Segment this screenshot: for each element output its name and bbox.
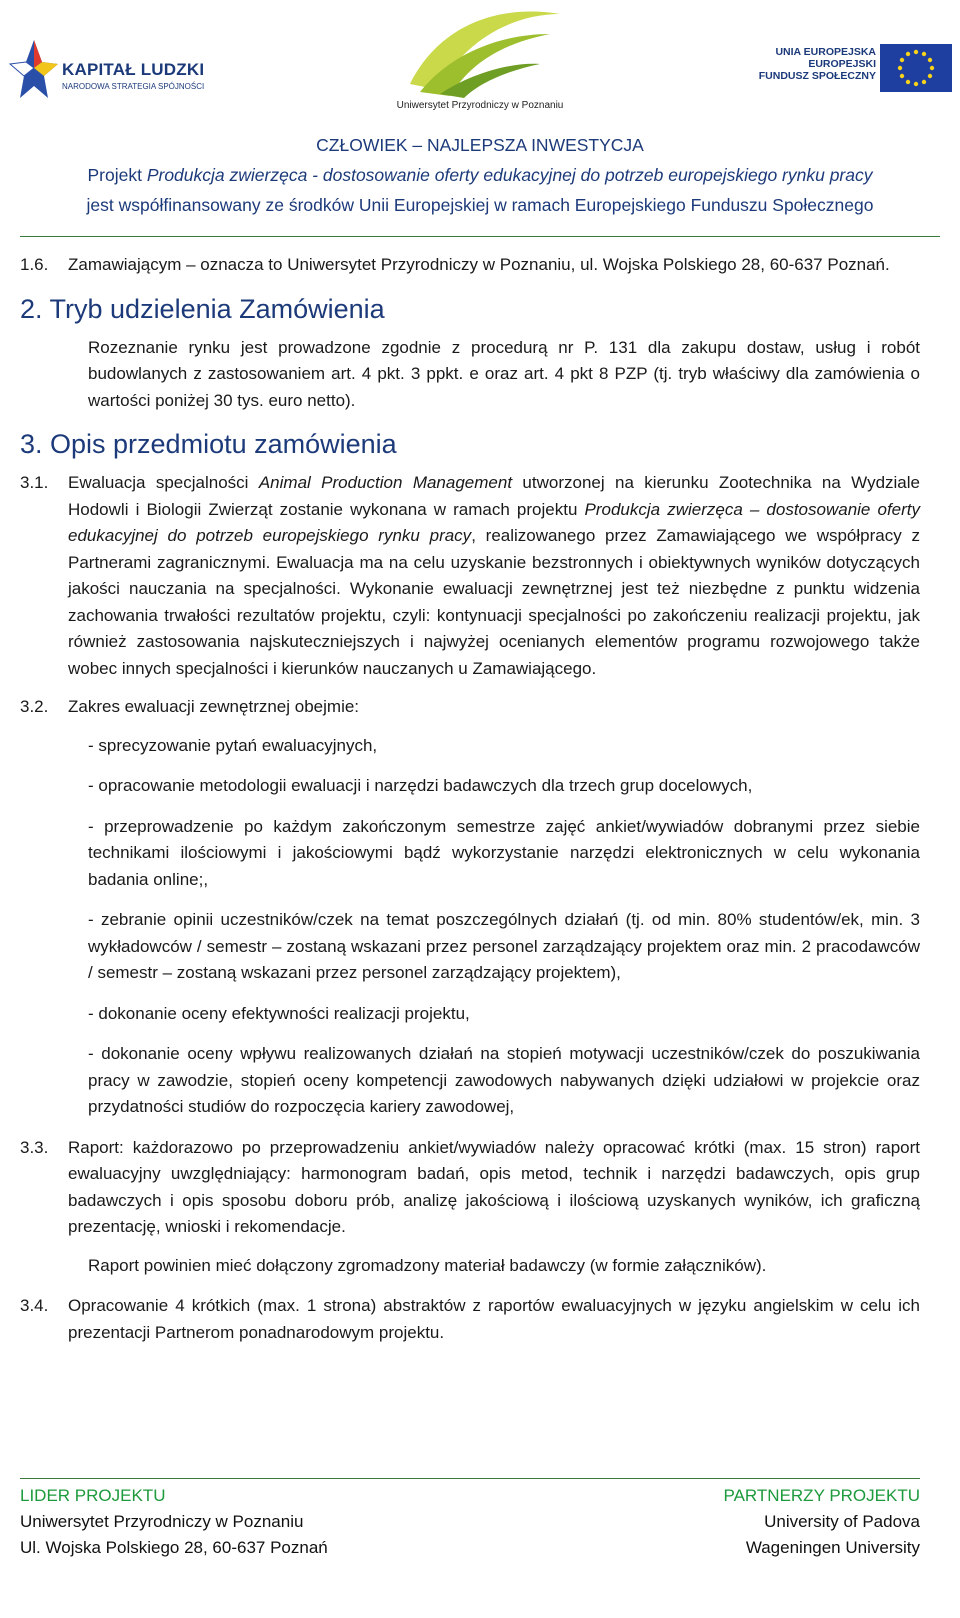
header-project-prefix: Projekt — [87, 165, 147, 185]
eu-logo — [760, 40, 960, 100]
clause-1-6 — [20, 252, 920, 279]
kapital-ludzki-title: KAPITAŁ LUDZKI — [62, 60, 205, 79]
clause-text: Raport: każdorazowo po przeprowadzeniu ankiet/wywiadów należy opracować krótki (max. 15 stron) raport ewaluacyjny uwzględniający: harmonogram badań, opis metod, technik i narzędzi badawczych, opis grup badawczych i opis sposobu doboru prób, analizę jakościową i ilościową uzyskanych wyników, ich graficzną prezentację, wnioski i rekomendacje. — [68, 1137, 920, 1236]
clause-text: Zakres ewaluacji zewnętrznej obejmie: — [68, 697, 360, 716]
university-caption: Uniwersytet Przyrodniczy w Poznaniu — [396, 100, 564, 111]
kapital-ludzki-subtitle: NARODOWA STRATEGIA SPÓJNOŚCI — [62, 82, 205, 91]
list-item: - sprecyzowanie pytań ewaluacyjnych, — [88, 735, 378, 755]
clause-text: Zamawiającym – oznacza to Uniwersytet Przyrodniczy w Poznaniu, ul. Wojska Polskiego 28, 60-637 Poznań. — [68, 255, 890, 274]
eu-flag-icon — [880, 44, 952, 92]
footer-partners — [724, 1483, 920, 1561]
clause-3-4 — [20, 1293, 920, 1346]
footer-leader-address: Ul. Wojska Polskiego 28, 60-637 Poznań — [20, 1538, 328, 1557]
eu-line-1: UNIA EUROPEJSKA — [775, 46, 876, 58]
clause-number: 3.3. — [20, 1137, 49, 1157]
list-item: - opracowanie metodologii ewaluacji i narzędzi badawczych dla trzech grup docelowych, — [88, 776, 753, 795]
clause-3-3 — [20, 1135, 920, 1241]
clause-3-1-part-c: utworzonej na kierunku Zootechnika na Wydziale Hodowli i Biologii Zwierząt zostanie wykonana w ramach projektu — [68, 473, 920, 519]
header-slogan: CZŁOWIEK – NAJLEPSZA INWESTYCJA — [316, 135, 644, 155]
footer-partner-2: Wageningen University — [745, 1538, 920, 1557]
clause-text — [68, 470, 920, 682]
kapital-ludzki-logo — [8, 38, 218, 110]
university-swoosh-icon — [380, 4, 580, 100]
footer-leader-label: LIDER PROJEKTU — [20, 1486, 166, 1505]
list-item: - zebranie opinii uczestników/czek na temat poszczególnych działań (tj. od min. 80% studentów/ek, min. 3 wykładowców / semestr – zostaną wskazani przez personel zarządzający projektem oraz min. 2 pracodawców / semestr – zostaną wskazani przez personel zarządzający projektem), — [88, 910, 920, 982]
clause-text: Opracowanie 4 krótkich (max. 1 strona) abstraktów z raportów ewaluacyjnych w języku angielskim w celu ich prezentacji Partnerom ponadnarodowym projektu. — [68, 1296, 920, 1342]
clause-number: 3.4. — [20, 1296, 49, 1315]
header-project-title: Produkcja zwierzęca - dostosowanie oferty edukacyjnej do potrzeb europejskiego rynku pracy — [146, 165, 873, 185]
list-item: - dokonanie oceny efektywności realizacji projektu, — [88, 1003, 470, 1023]
eu-line-2: EUROPEJSKI — [808, 58, 876, 70]
header-divider — [20, 236, 940, 237]
header-funding-line: jest współfinansowany ze środków Unii Europejskiej w ramach Europejskiego Funduszu Społecznego — [86, 195, 874, 215]
footer-leader-name: Uniwersytet Przyrodniczy w Poznaniu — [20, 1512, 304, 1531]
section-2-text: Rozeznanie rynku jest prowadzone zgodnie z procedurą nr P. 131 dla zakupu dostaw, usług i robót budowlanych z zastosowaniem art. 4 pkt. 3 ppkt. e oraz art. 4 pkt 8 PZP (tj. tryb właściwy dla zamówienia o wartości poniżej 30 tys. euro netto). — [88, 337, 920, 410]
eu-line-3: FUNDUSZ SPOŁECZNY — [758, 70, 876, 82]
clause-3-3-note: Raport powinien mieć dołączony zgromadzony materiał badawczy (w formie załączników). — [88, 1255, 767, 1275]
clause-3-1-specialty: Animal Production Management — [258, 473, 513, 492]
page-footer — [20, 1478, 920, 1561]
list-item: - przeprowadzenie po każdym zakończonym semestrze zajęć ankiet/wywiadów dobranymi przez siebie technikami ilościowymi i jakościowymi bądź wykorzystanie narzędzi elektronicznych w celu wykonania badania online;, — [88, 816, 920, 889]
section-2-heading: 2. Tryb udzielenia Zamówienia — [20, 293, 385, 324]
eu-logo-text — [759, 46, 876, 82]
logo-bar — [0, 0, 960, 120]
project-header — [0, 130, 960, 220]
list-item: - dokonanie oceny wpływu realizowanych działań na stopień motywacji uczestników/czek do poszukiwania pracy w zawodzie, stopień oceny kompetencji zawodowych nabywanych dzięki udziałowi w projekcie oraz przydatności studiów do rozpoczęcia kariery zawodowej, — [88, 1044, 920, 1116]
university-logo — [380, 4, 580, 116]
clause-3-1-part-a: Ewaluacja specjalności — [68, 473, 259, 492]
header-project-line — [0, 160, 960, 190]
kapital-ludzki-star-icon — [8, 38, 60, 104]
clause-3-1-project-title: Produkcja zwierzęca – dostosowanie oferty edukacyjnej do potrzeb europejskiego rynku pracy — [68, 499, 921, 545]
clause-number: 3.2. — [20, 697, 49, 716]
clause-number: 1.6. — [20, 255, 49, 274]
footer-columns — [20, 1483, 920, 1561]
clause-3-2 — [20, 694, 920, 721]
footer-divider — [20, 1478, 920, 1479]
clause-3-1-part-e: , realizowanego przez Zamawiającego we współpracy z Partnerami zagranicznymi. Ewaluacja ma na celu uzyskanie bezstronnych i obiektywnych wyników dotyczących jakości nauczania na specjalności. Wykonanie ewaluacji zewnętrznej jest też niezbędne z punktu widzenia zachowania trwałości rezultatów projektu, czyli: kontynuacji specjalności po zakończeniu realizacji projektu, jak również zastosowania najskuteczniejszych i najwyżej ocenianych elementów programu rozwojowego także wobec innych specjalności i kierunków nauczanych u Zamawiającego. — [68, 526, 920, 678]
document-body — [20, 252, 920, 1358]
footer-partner-1: University of Padova — [764, 1512, 920, 1531]
clause-3-1 — [20, 470, 920, 682]
clause-number: 3.1. — [20, 473, 49, 492]
footer-leader — [20, 1483, 328, 1561]
footer-partners-label: PARTNERZY PROJEKTU — [723, 1486, 920, 1505]
section-3-heading: 3. Opis przedmiotu zamówienia — [20, 429, 397, 459]
